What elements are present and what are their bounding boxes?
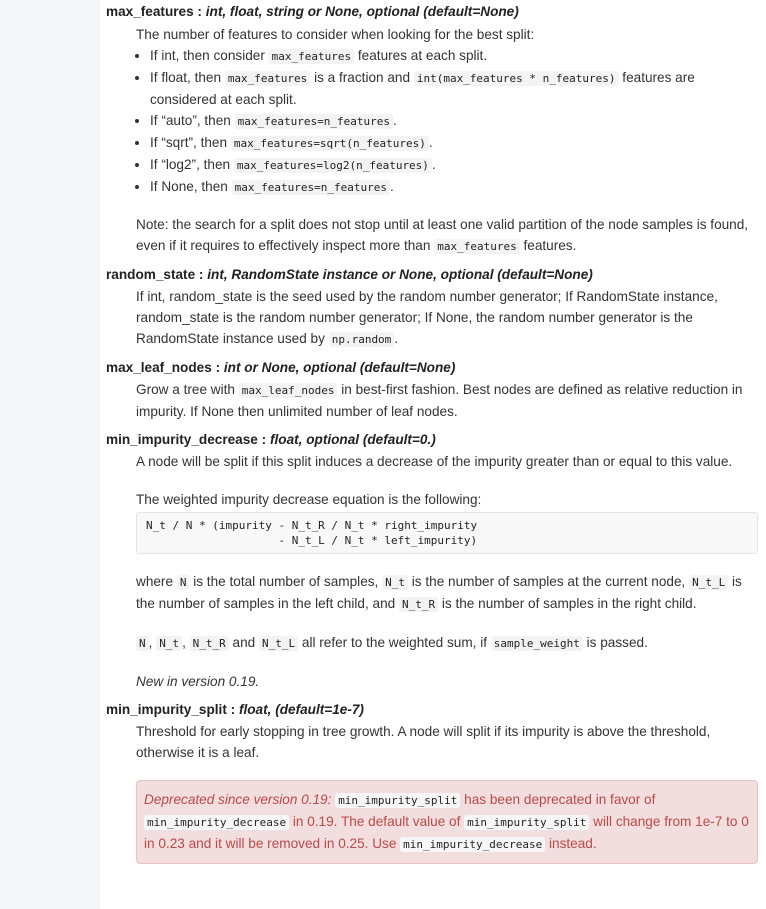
param-name: min_impurity_decrease [106,432,258,447]
inline-code: max_features=n_features [235,114,393,129]
inline-code: N_t [382,575,408,590]
param-type: int or None, optional (default=None) [223,360,456,375]
inline-code: N [136,636,149,651]
deprecation-label: Deprecated since version 0.19: [144,792,336,807]
inline-code: max_features=n_features [232,180,390,195]
param-description: A node will be split if this split induces a decrease of the impurity greater than or equal to this value. [136,454,733,469]
inline-code: min_impurity_split [464,815,589,830]
inline-code: min_impurity_decrease [144,815,289,830]
bullet-list [136,45,758,198]
param-term: random_state : int, RandomState instance or None, optional (default=None) [106,267,593,282]
inline-code: N_t_L [259,636,298,651]
param-random-state [106,265,758,350]
param-description: Grow a tree with max_leaf_nodes in best-first fashion. Best nodes are defined as relative reduction in impurity. If None then unlimited number of leaf nodes. [136,382,743,419]
inline-code: int(max_features * n_features) [414,71,619,86]
param-term: max_features : int, float, string or None, optional (default=None) [106,4,519,19]
param-name: max_features [106,4,194,19]
param-term: min_impurity_split : float, (default=1e-7) [106,702,364,717]
where-text: where N is the total number of samples, N_t is the number of samples at the current node, N_t_L is the number of samples in the left child, and N_t_R is the number of samples in the right child. [136,574,742,611]
list-item: • If “log2”, then max_features=log2(n_features) . [150,154,758,176]
list-item: • If “auto”, then max_features=n_features . [150,110,758,132]
param-type: int, RandomState instance or None, optional (default=None) [207,267,593,282]
inline-code: max_features [434,239,519,254]
inline-code: max_features=sqrt(n_features) [231,136,429,151]
sidebar-background [0,0,100,909]
parameters-list [106,0,758,864]
inline-code: sample_weight [491,636,583,651]
list-item: • If None, then max_features=n_features . [150,176,758,198]
param-type: int, float, string or None, optional (default=None) [205,4,519,19]
inline-code: max_leaf_nodes [239,383,338,398]
equation-code-block: N_t / N * (impurity - N_t_R / N_t * right_impurity - N_t_L / N_t * left_impurity) [136,512,758,554]
inline-code: N_t_R [190,636,229,651]
inline-code: min_impurity_decrease [400,837,545,852]
param-type: float, (default=1e-7) [238,702,364,717]
list-item: • If “sqrt”, then max_features=sqrt(n_features) . [150,132,758,154]
list-item: • If int, then consider max_features features at each split. [150,45,758,67]
inline-code: N_t [156,636,182,651]
inline-code: N [177,575,190,590]
param-description: Threshold for early stopping in tree growth. A node will split if its impurity is above the threshold, otherwise it is a leaf. [136,724,711,760]
version-note: New in version 0.19. [136,674,260,689]
param-term: min_impurity_decrease : float, optional (default=0.) [106,432,436,447]
inline-code: N_t_R [399,597,438,612]
param-note: Note: the search for a split does not stop until at least one valid partition of the node samples is found, even if it requires to effectively inspect more than max_features features. [136,217,749,253]
param-name: min_impurity_split [106,702,227,717]
list-item: • If float, then max_features is a fraction and int(max_features * n_features) features are considered at each split. [150,67,758,110]
equation-intro: The weighted impurity decrease equation is the following: [136,492,482,507]
param-description: If int, random_state is the seed used by the random number generator; If RandomState instance, random_state is the random number generator; If None, the random number generator is the RandomState instance used by np.random . [136,289,718,346]
inline-code: min_impurity_split [335,793,460,808]
inline-code: max_features=log2(n_features) [234,158,432,173]
param-name: random_state [106,267,196,282]
inline-code: np.random [329,332,395,347]
param-name: max_leaf_nodes [106,360,212,375]
param-max-leaf-nodes [106,358,758,422]
param-term: max_leaf_nodes : int or None, optional (default=None) [106,360,456,375]
inline-code: N_t_L [689,575,728,590]
deprecation-notice: Deprecated since version 0.19: min_impurity_split has been deprecated in favor of min_impurity_decrease in 0.19. The default value of min_impurity_split will change from 1e-7 to 0 in 0.23 and it will be removed in 0.25. Use min_impurity_decrease instead. [136,780,758,864]
weighted-text: N , N_t , N_t_R and N_t_L all refer to the weighted sum, if sample_weight is passed. [136,632,758,654]
inline-code: max_features [269,49,354,64]
param-min-impurity-split [106,700,758,864]
inline-code: max_features [225,71,310,86]
param-max-features [106,2,758,257]
param-min-impurity-decrease [106,430,758,692]
param-intro: The number of features to consider when looking for the best split: [136,27,535,42]
param-type: float, optional (default=0.) [269,432,436,447]
